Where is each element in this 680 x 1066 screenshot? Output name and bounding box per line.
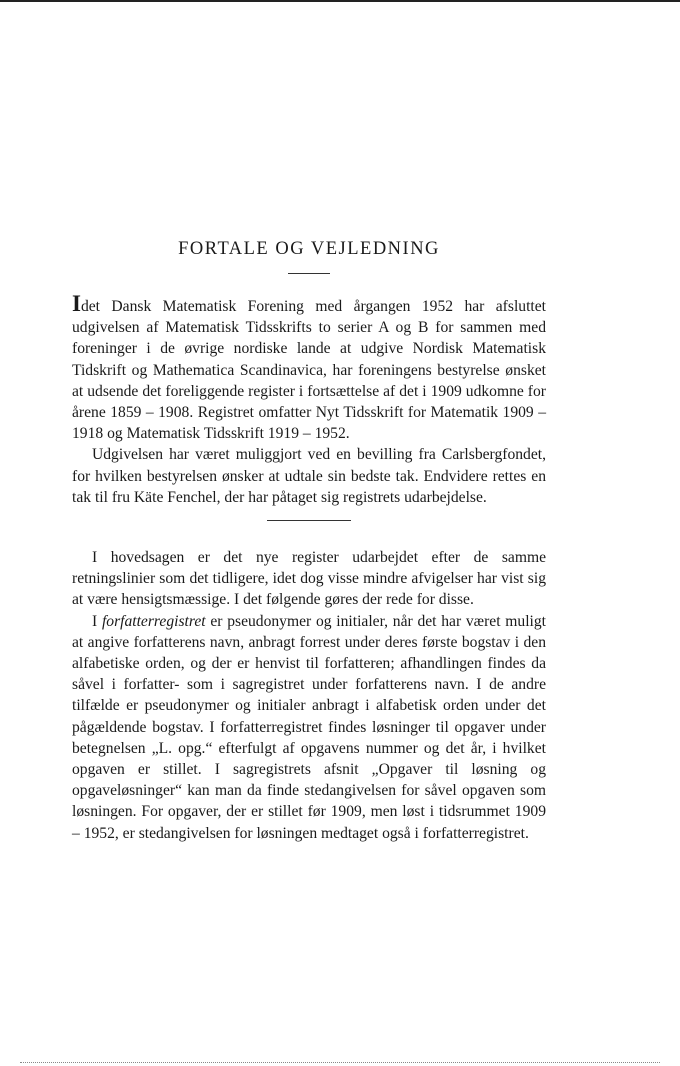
drop-cap: I bbox=[72, 291, 81, 316]
author-register-text: er pseudonymer og initialer, når det har været muligt at angive forfatterens navn, anbragt forrest under deres første bogstav i den alfabetiske orden, og der er henvist til forfatteren; afhandlingen findes da såvel i forfatter- som i sagregistret under forfatterens navn. I de andre tilfælde er pseudonymer og initialer anbragt i alfabetisk orden under det pågældende bogstav. I forfatterregistret findes løsninger til opgaver under betegnelsen „L. opg.“ efterfulgt af opgavens nummer og det år, i hvilket opgaven er stillet. I sagregistrets afsnit „Opgaver til løsning og opgaveløsninger“ kan man da finde stedangivelsen for såvel opgaven som løsningen. For opgaver, der er stillet før 1909, men løst i tidsrummet 1909 – 1952, er stedangivelsen for løsningen medtaget også i forfatterregistret. bbox=[72, 612, 546, 842]
paragraph-intro-text: det Dansk Matematisk Forening med årgangen 1952 har afsluttet udgivelsen af Matematisk Tidsskrifts to serier A og B for sammen med foreninger i de øvrige nordiske lande at udgive Nordisk Matematisk Tidskrift og Mathematica Scandinavica, har foreningens bestyrelse ønsket at udsende det foreliggende register i fortsættelse af det i 1909 udkomne for årene 1859 – 1908. Registret omfatter Nyt Tidsskrift for Matematik 1909 – 1918 og Matematisk Tidsskrift 1919 – 1952. bbox=[72, 298, 546, 443]
section-divider bbox=[267, 520, 351, 521]
author-register-lead: I bbox=[92, 612, 102, 630]
title-divider bbox=[288, 273, 330, 274]
paragraph-author-register bbox=[72, 611, 546, 844]
page-body bbox=[72, 236, 546, 844]
paragraph-overview: I hovedsagen er det nye register udarbejdet efter de samme retningslinier som det tidligere, idet dog visse mindre afvigelser har vist sig at være hensigtsmæssige. I det følgende gøres der rede for disse. bbox=[72, 549, 546, 609]
paragraph-thanks: Udgivelsen har været muliggjort ved en bevilling fra Carlsbergfondet, for hvilken bestyrelsen ønsker at udtale sin bedste tak. Endvidere rettes en tak til fru Käte Fenchel, der har påtaget sig registrets udarbejdelse. bbox=[72, 446, 546, 506]
page-title: FORTALE OG VEJLEDNING bbox=[178, 239, 440, 259]
author-register-term: forfatterregistret bbox=[101, 612, 206, 630]
top-edge-rule bbox=[0, 0, 680, 2]
bottom-edge-dots bbox=[20, 1062, 660, 1063]
paragraph-intro bbox=[72, 291, 546, 444]
